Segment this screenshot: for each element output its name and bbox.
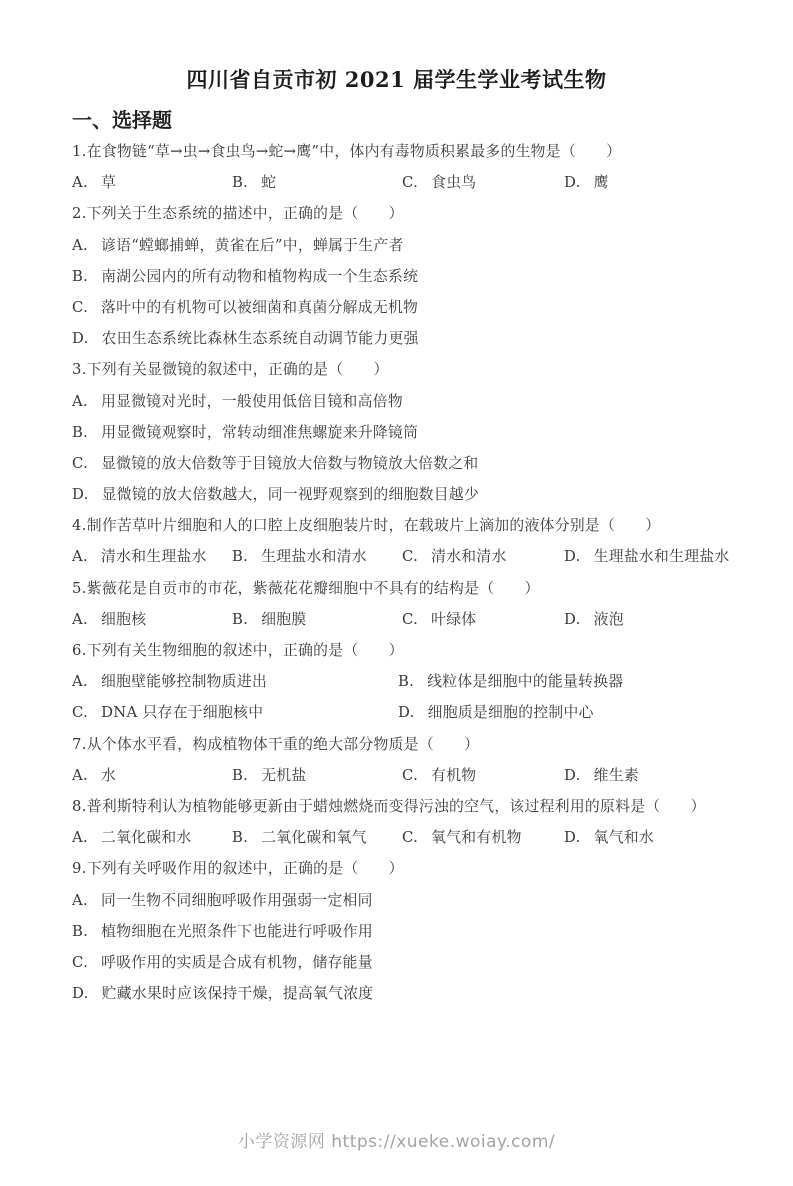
option: [72, 978, 373, 1009]
option-label: C.: [72, 298, 89, 316]
option: [232, 167, 276, 198]
option: [72, 167, 116, 198]
option-text: 用显微镜对光时，一般使用低倍目镜和高倍物: [101, 392, 403, 410]
option-label: A.: [72, 548, 88, 566]
option-label: A.: [72, 891, 88, 909]
option-row: [72, 323, 752, 354]
question-stem: 7.从个体水平看，构成植物体干重的绝大部分物质是（ ）: [72, 735, 480, 753]
page-title: 四川省自贡市初 2021 届学生学业考试生物: [186, 67, 607, 92]
option-label: C.: [72, 953, 89, 971]
option-label: D.: [564, 610, 581, 628]
option-row: [72, 666, 752, 697]
option: [72, 541, 207, 572]
option-label: C.: [402, 766, 419, 784]
option-label: D.: [564, 766, 581, 784]
option: [72, 386, 403, 417]
question-stem: 5.紫薇花是自贡市的市花，紫薇花花瓣细胞中不具有的结构是（ ）: [72, 579, 540, 597]
option-row: [72, 822, 752, 853]
option-label: D.: [398, 704, 415, 722]
option-row: [72, 167, 752, 198]
option-label: B.: [232, 610, 249, 628]
option-row: [72, 479, 752, 510]
option-label: A.: [72, 673, 88, 691]
option-label: B.: [398, 673, 415, 691]
option-text: 显微镜的放大倍数越大，同一视野观察到的细胞数目越少: [101, 486, 480, 504]
option-label: B.: [72, 922, 89, 940]
option-label: C.: [402, 548, 419, 566]
question-stem: 2.下列关于生态系统的描述中，正确的是（ ）: [72, 205, 404, 223]
option-label: B.: [232, 766, 249, 784]
option-text: 有机物: [431, 766, 477, 784]
option: [72, 448, 479, 479]
option-text: 南湖公园内的所有动物和植物构成一个生态系统: [101, 267, 419, 285]
option-row: [72, 885, 752, 916]
option-text: 落叶中的有机物可以被细菌和真菌分解成无机物: [101, 298, 419, 316]
option-row: [72, 760, 752, 791]
option: [232, 604, 306, 635]
option-text: 二氧化碳和氧气: [261, 829, 367, 847]
option-text: 呼吸作用的实质是合成有机物，储存能量: [101, 953, 373, 971]
option-row: [72, 978, 752, 1009]
option: [402, 541, 507, 572]
option-text: 细胞核: [101, 610, 147, 628]
option-text: 无机盐: [261, 766, 307, 784]
option-label: D.: [564, 174, 581, 192]
option-row: [72, 292, 752, 323]
option-text: 细胞膜: [261, 610, 307, 628]
option-label: A.: [72, 174, 88, 192]
option-label: A.: [72, 392, 88, 410]
option-text: 清水和生理盐水: [101, 548, 207, 566]
option-row: [72, 448, 752, 479]
option-text: 蛇: [261, 174, 277, 192]
option-label: A.: [72, 610, 88, 628]
option-text: 农田生态系统比森林生态系统自动调节能力更强: [101, 330, 419, 348]
question-stem: 6.下列有关生物细胞的叙述中，正确的是（ ）: [72, 642, 404, 659]
option-label: A.: [72, 236, 88, 254]
option-label: C.: [402, 174, 419, 192]
option-text: 生理盐水和清水: [261, 548, 367, 566]
option-text: DNA 只存在于细胞核中: [101, 704, 264, 722]
option-row: [72, 604, 752, 635]
option-text: 氧气和有机物: [431, 829, 522, 847]
option-text: 谚语“螳螂捕蝉，黄雀在后”中，蝉属于生产者: [101, 236, 404, 254]
option: [564, 604, 624, 635]
option: [564, 541, 730, 572]
option-text: 草: [101, 174, 117, 192]
option-label: C.: [72, 704, 89, 722]
option-row: [72, 916, 752, 947]
exam-paper-page: [0, 64, 793, 1186]
option-label: D.: [564, 829, 581, 847]
option: [72, 323, 419, 354]
option-row: [72, 230, 752, 261]
option: [232, 760, 306, 791]
question-stem: 4.制作苦草叶片细胞和人的口腔上皮细胞装片时，在载玻片上滴加的液体分别是（ ）: [72, 517, 661, 535]
option: [72, 885, 373, 916]
option: [72, 822, 192, 853]
option-label: C.: [402, 610, 419, 628]
question-stem: 8.普利斯特利认为植物能够更新由于蜡烛燃烧而变得污浊的空气，该过程利用的原料是（ ）: [72, 797, 706, 815]
option-text: 液泡: [593, 610, 624, 628]
option: [232, 822, 367, 853]
option-text: 水: [101, 766, 117, 784]
option: [72, 760, 116, 791]
option-text: 叶绿体: [431, 610, 477, 628]
section-heading: 一、选择题: [72, 108, 172, 132]
option: [72, 947, 373, 978]
option-row: [72, 261, 752, 292]
option: [402, 760, 476, 791]
option-label: B.: [72, 423, 89, 441]
question-stem: 1.在食物链“草→虫→食虫鸟→蛇→鹰”中，体内有毒物质积累最多的生物是（ ）: [72, 143, 622, 160]
option-text: 细胞壁能够控制物质进出: [101, 673, 268, 691]
option-label: D.: [72, 486, 89, 504]
option: [564, 822, 654, 853]
option-label: D.: [72, 985, 89, 1003]
question-list: [72, 136, 752, 1009]
option: [72, 666, 267, 697]
option-label: B.: [232, 548, 249, 566]
option-text: 贮藏水果时应该保持干燥，提高氧气浓度: [101, 985, 374, 1003]
option: [564, 760, 639, 791]
option-text: 清水和清水: [431, 548, 507, 566]
option: [398, 666, 623, 697]
footer-watermark: 小学资源网 https://xueke.woiay.com/: [237, 1132, 556, 1152]
option: [72, 604, 146, 635]
option-label: D.: [564, 548, 581, 566]
option-text: 显微镜的放大倍数等于目镜放大倍数与物镜放大倍数之和: [101, 454, 479, 472]
option-text: 食虫鸟: [431, 174, 477, 192]
option-label: A.: [72, 766, 88, 784]
option-label: B.: [72, 267, 89, 285]
option-text: 用显微镜观察时，常转动细准焦螺旋来升降镜筒: [101, 423, 419, 441]
option: [232, 541, 367, 572]
option-text: 同一生物不同细胞呼吸作用强弱一定相同: [101, 891, 373, 909]
option: [564, 167, 609, 198]
option-label: B.: [232, 174, 249, 192]
option-text: 鹰: [593, 174, 609, 192]
option: [402, 822, 522, 853]
option-text: 线粒体是细胞中的能量转换器: [427, 673, 624, 691]
option-label: A.: [72, 829, 88, 847]
option: [72, 479, 479, 510]
option-label: C.: [72, 454, 89, 472]
option: [72, 697, 263, 728]
option: [398, 697, 594, 728]
option-row: [72, 541, 752, 572]
option: [402, 604, 476, 635]
question-stem: 9.下列有关呼吸作用的叙述中，正确的是（ ）: [72, 860, 404, 878]
option-row: [72, 386, 752, 417]
option: [402, 167, 476, 198]
option: [72, 230, 404, 261]
option-text: 生理盐水和生理盐水: [593, 548, 730, 566]
option-text: 氧气和水: [593, 829, 655, 847]
option-text: 植物细胞在光照条件下也能进行呼吸作用: [101, 922, 373, 940]
option-text: 维生素: [593, 766, 639, 784]
option-row: [72, 417, 752, 448]
option-row: [72, 947, 752, 978]
option-text: 细胞质是细胞的控制中心: [427, 704, 594, 722]
option-row: [72, 697, 752, 728]
option-label: B.: [232, 829, 249, 847]
option-label: C.: [402, 829, 419, 847]
option: [72, 916, 373, 947]
question-stem: 3.下列有关显微镜的叙述中，正确的是（ ）: [72, 361, 389, 379]
option-text: 二氧化碳和水: [101, 829, 192, 847]
option: [72, 261, 418, 292]
option: [72, 417, 418, 448]
option: [72, 292, 418, 323]
option-label: D.: [72, 330, 89, 348]
